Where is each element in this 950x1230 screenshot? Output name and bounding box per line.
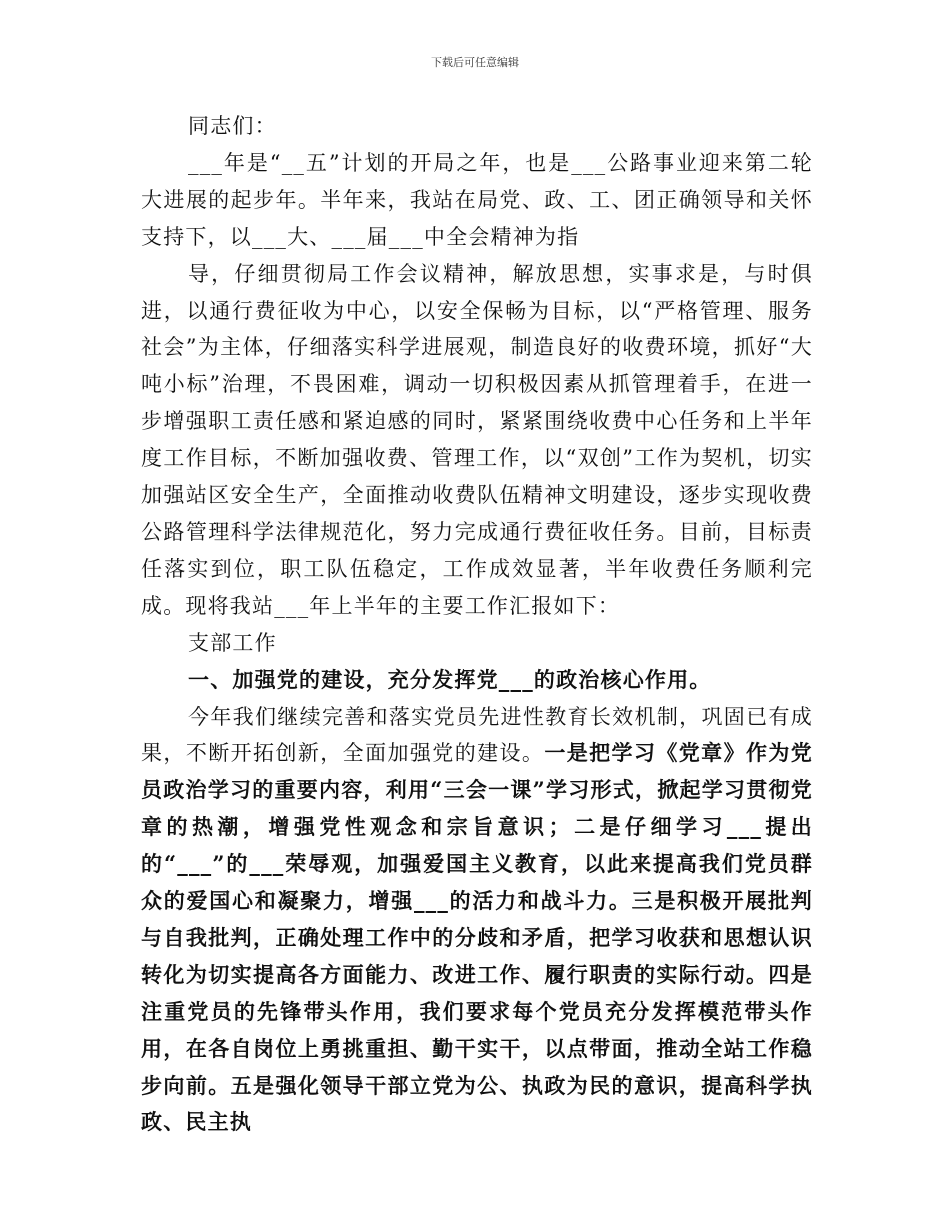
salutation: 同志们： xyxy=(188,114,277,138)
intro-paragraph-2: 导，仔细贯彻局工作会议精神，解放思想，实事求是，与时俱进，以通行费征收为中心，以安全保畅为目标，以“严格管理、服务社会”为主体，仔细落实科学进展观，制造良好的收费环境，抓好“大吨小标”治理，不畏困难，调动一切积极因素从抓管理着手，在进一步增强职工责任感和紧迫感的同时，紧紧围绕收费中心任务和上半年度工作目标，不断加强收费、管理工作，以“双创”工作为契机，切实加强站区安全生产，全面推动收费队伍精神文明建设，逐步实现收费公路管理科学法律规范化，努力完成通行费征收任务。目前，目标责任落实到位，职工队伍稳定，工作成效显著，半年收费任务顺利完成。现将我站___年上半年的主要工作汇报如下： xyxy=(141,261,813,618)
intro-paragraph-1: ___年是“__五”计划的开局之年，也是___公路事业迎来第二轮大进展的起步年。半年来，我站在局党、政、工、团正确领导和关怀支持下，以___大、___届___中全会精神为指 xyxy=(141,150,813,249)
document-body xyxy=(141,108,813,1141)
page-header-note: 下载后可任意编辑 xyxy=(431,56,519,69)
section-heading-1: 一、加强党的建设，充分发挥党___的政治核心作用。 xyxy=(188,666,712,692)
body-paragraph-3 xyxy=(141,699,813,1142)
body-paragraph-3-bold: 一是把学习《党章》作为党员政治学习的重要内容，利用“三会一课”学习形式，掀起学习贯彻党章的热潮，增强党性观念和宗旨意识；二是仔细学习___提出的“___”的___荣辱观，加强爱国主义教育，以此来提高我们党员群众的爱国心和凝聚力，增强___的活力和战斗力。三是积极开展批判与自我批判，正确处理工作中的分歧和矛盾，把学习收获和思想认识转化为切实提高各方面能力、改进工作、履行职责的实际行动。四是注重党员的先锋带头作用，我们要求每个党员充分发挥模范带头作用，在各自岗位上勇挑重担、勤干实干，以点带面，推动全站工作稳步向前。五是强化领导干部立党为公、执政为民的意识，提高科学执政、民主执 xyxy=(141,740,813,1135)
body-paragraph-3-normal: 今年我们继续完善和落实党员先进性教育长效机制，巩固已有成果，不断开拓创新，全面加强党的建设。 xyxy=(141,704,813,766)
section-label: 支部工作 xyxy=(188,630,277,655)
